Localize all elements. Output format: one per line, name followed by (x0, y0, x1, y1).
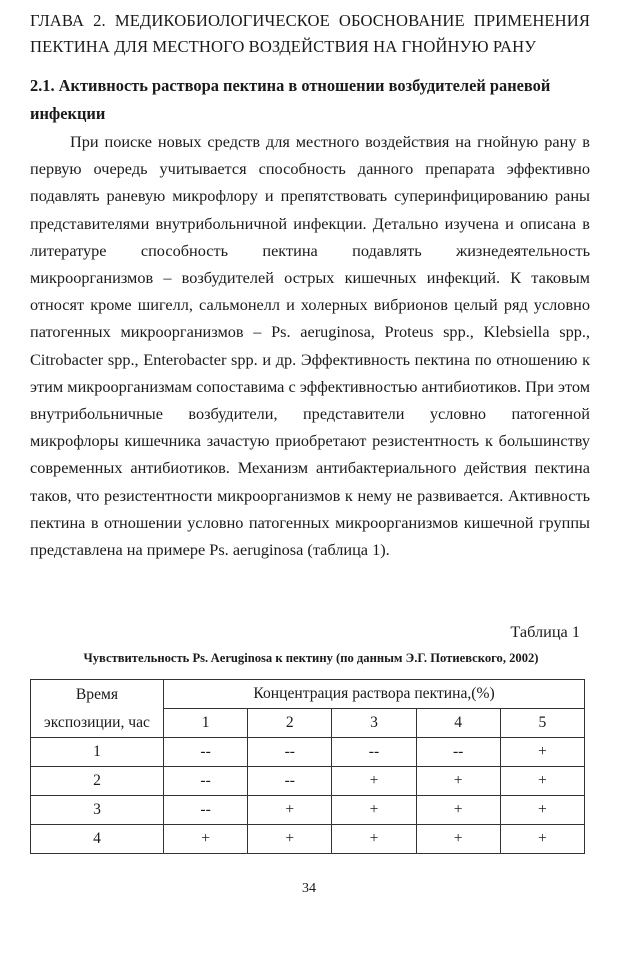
concentration-cell: 1 (164, 709, 248, 738)
time-cell: 1 (31, 738, 164, 767)
header-time-cell (31, 680, 164, 738)
result-cell: -- (164, 738, 248, 767)
table-row (31, 825, 585, 854)
result-cell: -- (416, 738, 500, 767)
result-cell: + (416, 825, 500, 854)
time-cell: 3 (31, 796, 164, 825)
body-paragraph: При поиске новых средств для местного воздействия на гнойную рану в первую очередь учитывается способность данного препарата эффективно подавлять раневую микрофлору и препятствовать суперинфицированию раны представителями внутрибольничной инфекции. Детально изучена и описана в литературе способность пектина подавлять жизнедеятельность микроорганизмов – возбудителей острых кишечных инфекций. К таковым относят кроме шигелл, сальмонелл и холерных вибрионов целый ряд условно патогенных микроорганизмов – Ps. aeruginosa, Proteus spp., Klebsiella spp., Citrobacter spp., Enterobacter spp. и др. Эффективность пектина по отношению к этим микроорганизмам сопоставима с эффективностью антибиотиков. При этом внутрибольничные возбудители, представители условно патогенной микрофлоры кишечника зачастую приобретают резистентность к большинству современных антибиотиков. Механизм антибактериального действия пектина таков, что резистентности микроорганизмов к нему не развивается. Активность пектина в отношении условно патогенных микроорганизмов кишечной группы представлена на примере Ps. aeruginosa (таблица 1). (30, 132, 590, 560)
result-cell: + (248, 825, 332, 854)
result-cell: + (416, 767, 500, 796)
result-cell: + (500, 738, 584, 767)
concentration-cell: 5 (500, 709, 584, 738)
sensitivity-table (30, 679, 585, 854)
result-cell: -- (248, 767, 332, 796)
section-title: 2.1. Активность раствора пектина в отношении возбудителей раневой инфекции (30, 76, 551, 123)
table-header-row (31, 680, 585, 709)
time-cell: 2 (31, 767, 164, 796)
table-label: Таблица 1 (510, 622, 580, 641)
result-cell: + (500, 825, 584, 854)
header-time-line1: Время (75, 685, 119, 703)
result-cell: + (416, 796, 500, 825)
table-row (31, 796, 585, 825)
header-time-line2: экспозиции, час (44, 713, 150, 731)
result-cell: + (164, 825, 248, 854)
table-caption: Чувствительность Ps. Aeruginosa к пектину (по данным Э.Г. Потиевского, 2002) (83, 651, 539, 665)
concentration-cell: 3 (332, 709, 416, 738)
result-cell: -- (164, 767, 248, 796)
time-cell: 4 (31, 825, 164, 854)
result-cell: + (332, 825, 416, 854)
result-cell: + (332, 796, 416, 825)
result-cell: + (500, 796, 584, 825)
result-cell: + (500, 767, 584, 796)
result-cell: + (248, 796, 332, 825)
table-row (31, 767, 585, 796)
chapter-title: ГЛАВА 2. МЕДИКОБИОЛОГИЧЕСКОЕ ОБОСНОВАНИЕ ПРИМЕНЕНИЯ ПЕКТИНА ДЛЯ МЕСТНОГО ВОЗДЕЙСТВИЯ НА ГНОЙНУЮ РАНУ (30, 11, 590, 56)
concentration-cell: 2 (248, 709, 332, 738)
concentration-cell: 4 (416, 709, 500, 738)
result-cell: -- (248, 738, 332, 767)
result-cell: -- (164, 796, 248, 825)
header-concentration-cell: Концентрация раствора пектина,(%) (164, 680, 585, 709)
page-number: 34 (302, 881, 316, 896)
result-cell: -- (332, 738, 416, 767)
result-cell: + (332, 767, 416, 796)
table-row (31, 738, 585, 767)
